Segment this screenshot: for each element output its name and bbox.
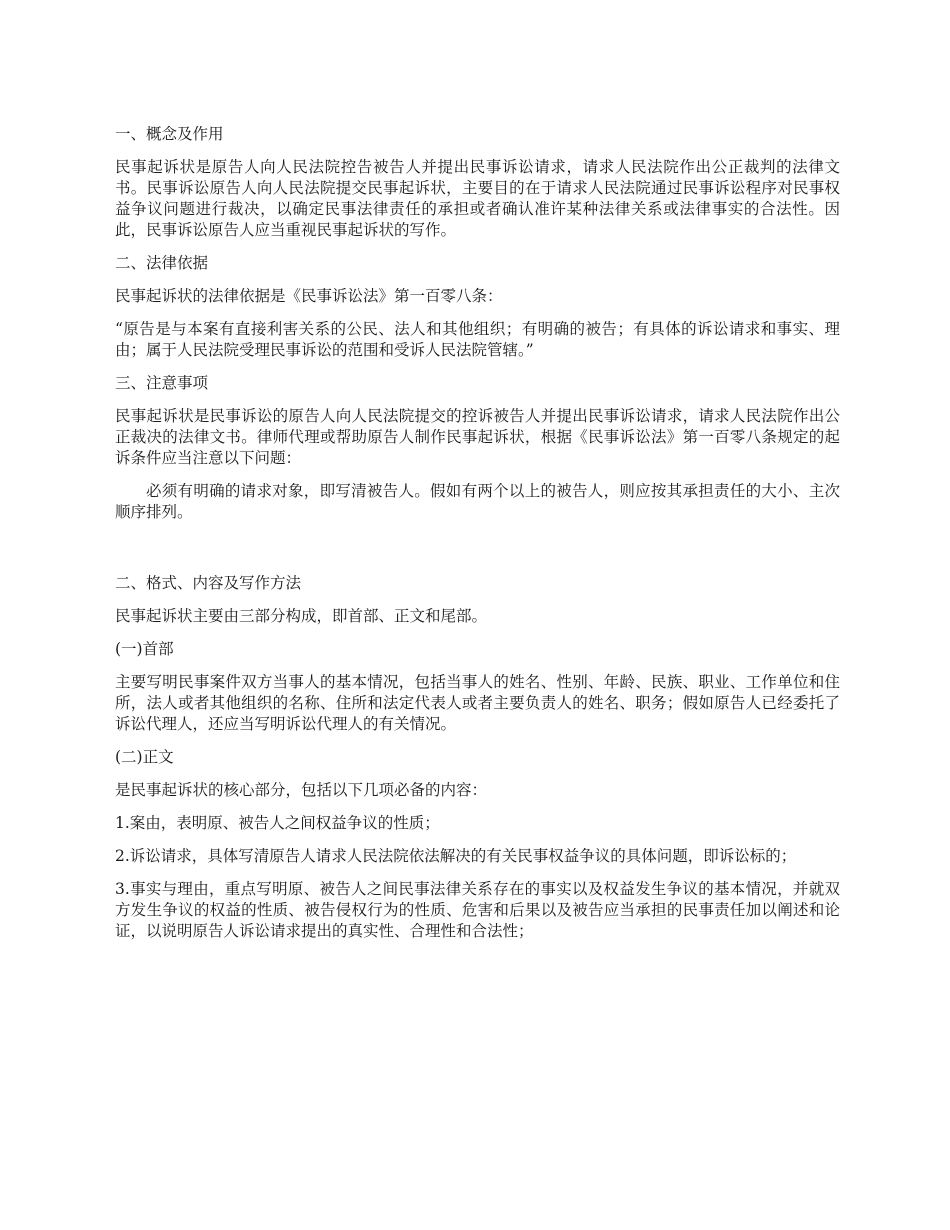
section-heading-legal-basis: 二、法律依据 [115, 254, 209, 272]
paragraph-format-intro: 民事起诉状主要由三部分构成，即首部、正文和尾部。 [115, 607, 488, 625]
section-heading-notes: 三、注意事项 [115, 374, 209, 392]
paragraph-legal-basis: 民事起诉状的法律依据是《民事诉讼法》第一百零八条： [115, 287, 503, 305]
paragraph-legal-quote: “原告是与本案有直接利害关系的公民、法人和其他组织；有明确的被告；有具体的诉讼请求和事实、理由；属于人民法院受理民事诉讼的范围和受诉人民法院管辖。” [115, 320, 840, 359]
list-item-cause: 1.案由，表明原、被告人之间权益争议的性质； [115, 814, 440, 832]
list-item-claims: 2.诉讼请求，具体写清原告人请求人民法院依法解决的有关民事权益争议的具体问题，即诉讼标的； [115, 847, 797, 865]
section-heading-format: 二、格式、内容及写作方法 [115, 574, 302, 592]
paragraph-header-part: 主要写明民事案件双方当事人的基本情况，包括当事人的姓名、性别、年龄、民族、职业、工作单位和住所，法人或者其他组织的名称、住所和法定代表人或者主要负责人的姓名、职务；假如原告人已经委托了诉讼代理人，还应当写明诉讼代理人的有关情况。 [115, 673, 840, 733]
paragraph-notes: 民事起诉状是民事诉讼的原告人向人民法院提交的控诉被告人并提出民事诉讼请求，请求人民法院作出公正裁决的法律文书。律师代理或帮助原告人制作民事起诉状，根据《民事诉讼法》第一百零八条规定的起诉条件应当注意以下问题： [115, 407, 840, 467]
list-item-facts-reasons: 3.事实与理由，重点写明原、被告人之间民事法律关系存在的事实以及权益发生争议的基本情况，并就双方发生争议的权益的性质、被告侵权行为的性质、危害和后果以及被告应当承担的民事责任加以阐述和论证，以说明原告人诉讼请求提出的真实性、合理性和合法性； [115, 880, 840, 940]
section-heading-concept: 一、概念及作用 [115, 125, 224, 143]
paragraph-concept: 民事起诉状是原告人向人民法院控告被告人并提出民事诉讼请求，请求人民法院作出公正裁判的法律文书。民事诉讼原告人向人民法院提交民事起诉状，主要目的在于请求人民法院通过民事诉讼程序对民事权益争议问题进行裁决，以确定民事法律责任的承担或者确认准许某种法律关系或法律事实的合法性。因此，民事诉讼原告人应当重视民事起诉状的写作。 [115, 158, 840, 239]
document-page [115, 124, 840, 954]
section-spacer [115, 535, 840, 573]
paragraph-notes-item: 必须有明确的请求对象，即写清被告人。假如有两个以上的被告人，则应按其承担责任的大小、主次顺序排列。 [115, 482, 840, 521]
subheading-body-part: (二)正文 [115, 748, 174, 766]
subheading-header-part: (一)首部 [115, 640, 174, 658]
paragraph-body-intro: 是民事起诉状的核心部分，包括以下几项必备的内容： [115, 781, 488, 799]
